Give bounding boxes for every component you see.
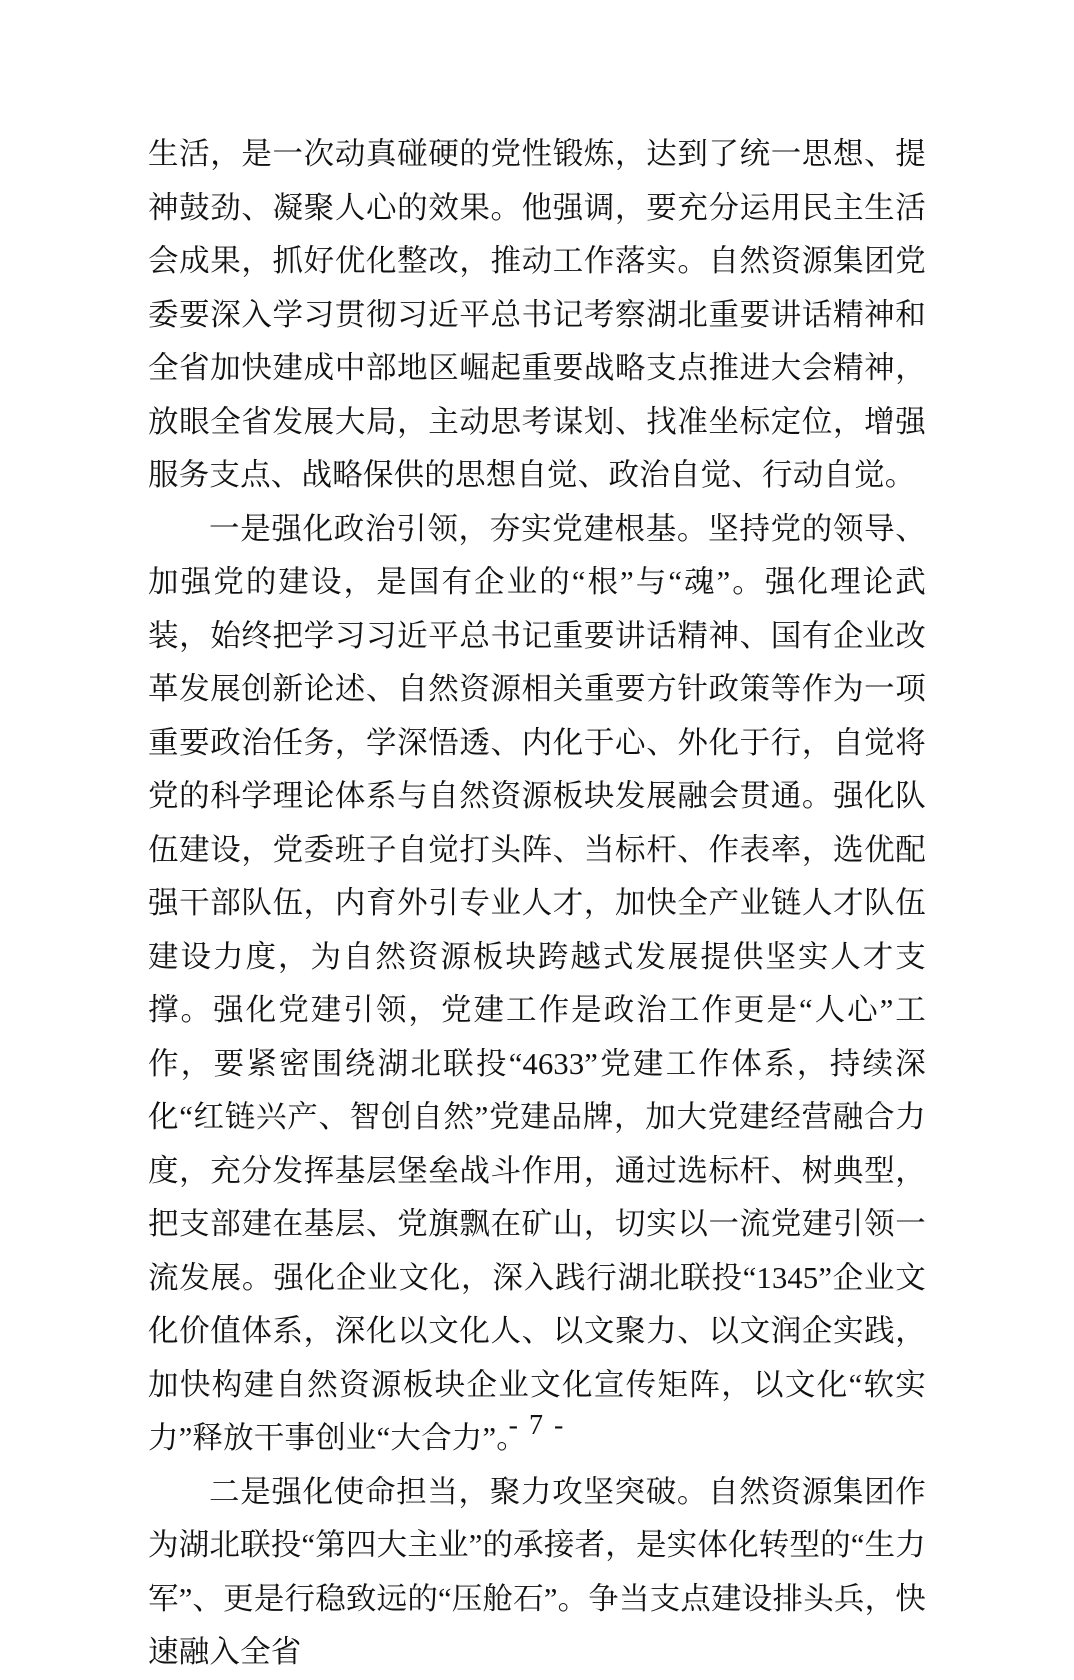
paragraph: 生活，是一次动真碰硬的党性锻炼，达到了统一思想、提神鼓劲、凝聚人心的效果。他强调，要充分运用民主生活会成果，抓好优化整改，推动工作落实。自然资源集团党委要深入学习贯彻习近平总书记考察湖北重要讲话精神和全省加快建成中部地区崛起重要战略支点推进大会精神，放眼全省发展大局，主动思考谋划、找准坐标定位，增强服务支点、战略保供的思想自觉、政治自觉、行动自觉。 bbox=[148, 137, 926, 492]
paragraph: 二是强化使命担当，聚力攻坚突破。自然资源集团作为湖北联投“第四大主业”的承接者，是实体化转型的“生力军”、更是行稳致远的“压舱石”。争当支点建设排头兵，快速融入全省 bbox=[148, 1474, 927, 1669]
page-number: - 7 - bbox=[508, 1410, 566, 1441]
paragraph: 一是强化政治引领，夯实党建根基。坚持党的领导、加强党的建设，是国有企业的“根”与“魂”。强化理论武装，始终把学习习近平总书记重要讲话精神、国有企业改革发展创新论述、自然资源相关重要方针政策等作为一项重要政治任务，学深悟透、内化于心、外化于行，自觉将党的科学理论体系与自然资源板块发展融会贯通。强化队伍建设，党委班子自觉打头阵、当标杆、作表率，选优配强干部队伍，内育外引专业人才，加快全产业链人才队伍建设力度，为自然资源板块跨越式发展提供坚实人才支撑。强化党建引领，党建工作是政治工作更是“人心”工作，要紧密围绕湖北联投“4633”党建工作体系，持续深化“红链兴产、智创自然”党建品牌，加大党建经营融合力度，充分发挥基层堡垒战斗作用，通过选标杆、树典型，把支部建在基层、党旗飘在矿山，切实以一流党建引领一流发展。强化企业文化，深入践行湖北联投“1345”企业文化价值体系，深化以文化人、以文聚力、以文润企实践，加快构建自然资源板块企业文化宣传矩阵，以文化“软实力”释放干事创业“大合力”。 bbox=[148, 511, 926, 1455]
page-body bbox=[148, 128, 926, 1680]
